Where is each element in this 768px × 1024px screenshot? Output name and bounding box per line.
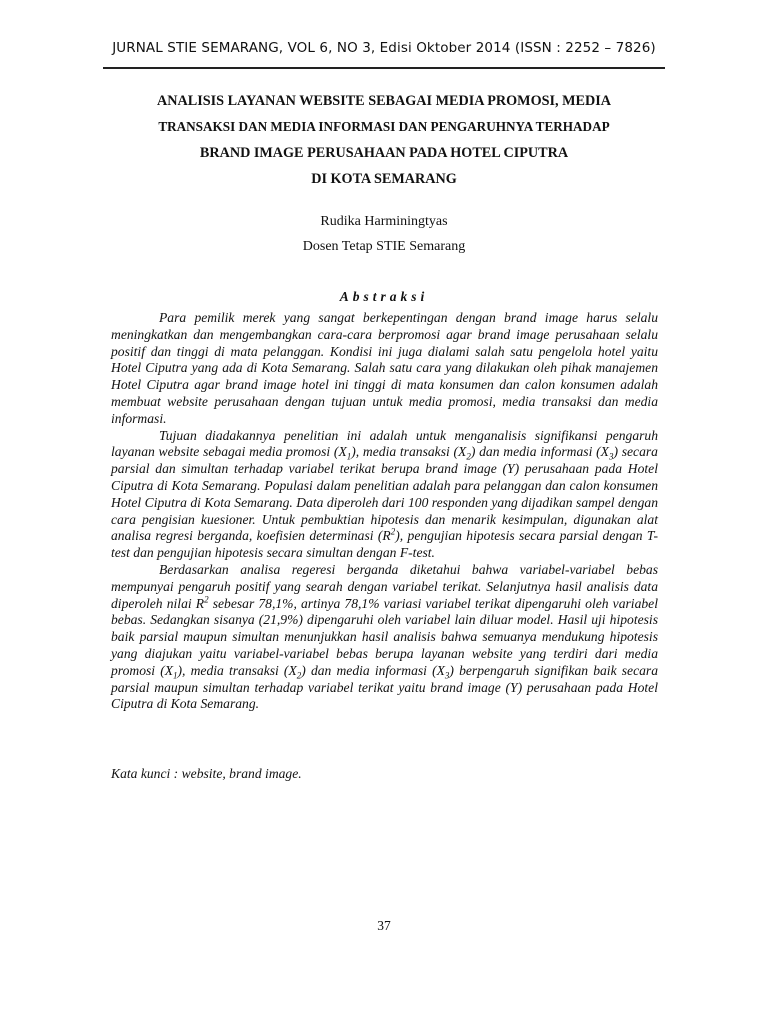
subscript: 2 — [466, 452, 471, 463]
superscript: 2 — [204, 594, 209, 605]
text-segment: ), media transaksi (X — [351, 444, 467, 460]
text-segment: ) dan media informasi (X — [470, 444, 609, 460]
paper-title — [100, 88, 668, 192]
text-segment: Berdasarkan analisa regeresi berganda diketahui bahwa variabel-variabel bebas mempunyai pengaruh positif yang searah dengan variabel terikat. Selanjutnya hasil analisis data diperoleh nilai R — [111, 561, 658, 611]
subscript: 3 — [608, 452, 614, 463]
subscript: 3 — [444, 670, 450, 681]
author-affiliation: Dosen Tetap STIE Semarang — [302, 239, 466, 254]
text-segment: Tujuan diadakannya penelitian ini adalah untuk menganalisis signifikansi pengaruh layanan website sebagai media promosi (X — [111, 427, 658, 460]
text-segment: ) dan media informasi (X — [301, 662, 445, 678]
author-name: Rudika Harminingtyas — [320, 214, 448, 229]
header-divider — [103, 67, 665, 69]
text-segment: ), media transaksi (X — [177, 662, 297, 678]
title-line-2: TRANSAKSI DAN MEDIA INFORMASI DAN PENGARUHNYA TERHADAP — [158, 119, 610, 134]
text-segment: ), pengujian hipotesis secara parsial dengan T-test dan pengujian hipotesis secara simultan dengan F-test. — [111, 528, 658, 561]
page-number: 37 — [377, 918, 391, 933]
abstract-paragraph-1: Para pemilik merek yang sangat berkepentingan dengan brand image harus selalu meningkatkan dan mengembangkan cara-cara berpromosi agar brand image perusahaan selalu positif dan tinggi di mata pelanggan. Kondisi ini juga dialami salah satu pengelola hotel yaitu Hotel Ciputra yang ada di Kota Semarang. Salah satu cara yang dilakukan oleh pihak manajemen Hotel Ciputra agar brand image hotel ini tinggi di mata konsumen dan calon konsumen adalah membuat website perusahaan dengan tujuan untuk media promosi, media transaksi dan media informasi. — [111, 310, 658, 426]
abstract-heading: Abstraksi — [339, 289, 429, 304]
abstract-paragraph-2 — [111, 428, 658, 562]
text-segment: ) secara parsial dan simultan terhadap variabel terikat berupa brand image (Y) perusahaan pada Hotel Ciputra di Kota Semarang. Populasi dalam penelitian adalah para pelanggan dan calon konsumen Hotel Ciputra di Kota Semarang. Data diperoleh dari 100 responden yang dijadikan sampel dengan cara pengisian kuesioner. Untuk pembuktian hipotesis dan menarik kesimpulan, digunakan alat analisa regresi berganda, koefisien determinasi (R — [111, 444, 658, 544]
text-segment: sebesar 78,1%, artinya 78,1% variasi variabel terikat dipengaruhi oleh variabel bebas. Sedangkan sisanya (21,9%) dipengaruhi oleh variabel lain diluar model. Hasil uji hipotesis baik parsial maupun simultan menunjukkan hasil analisis bahwa semuanya mendukung hipotesis yang diajukan yaitu variabel-variabel bebas berupa layanan website yang terdiri dari media promosi (X — [111, 595, 658, 678]
title-line-3: BRAND IMAGE PERUSAHAAN PADA HOTEL CIPUTRA — [199, 145, 569, 161]
subscript: 2 — [296, 670, 302, 681]
title-line-1: ANALISIS LAYANAN WEBSITE SEBAGAI MEDIA PROMOSI, MEDIA — [157, 93, 611, 109]
title-line-4: DI KOTA SEMARANG — [311, 171, 457, 187]
superscript: 2 — [390, 526, 396, 537]
subscript: 1 — [173, 670, 178, 681]
abstract-paragraph-3 — [111, 562, 658, 713]
running-header: JURNAL STIE SEMARANG, VOL 6, NO 3, Edisi Oktober 2014 (ISSN : 2252 – 7826) — [112, 40, 656, 56]
text-segment: ) berpengaruh signifikan baik secara parsial maupun simultan terhadap variabel terikat yaitu brand image (Y) perusahaan pada Hotel Ciputra di Kota Semarang. — [111, 662, 658, 712]
keywords: Kata kunci : website, brand image. — [111, 766, 302, 781]
subscript: 1 — [346, 452, 352, 463]
abstract-body — [111, 310, 658, 713]
